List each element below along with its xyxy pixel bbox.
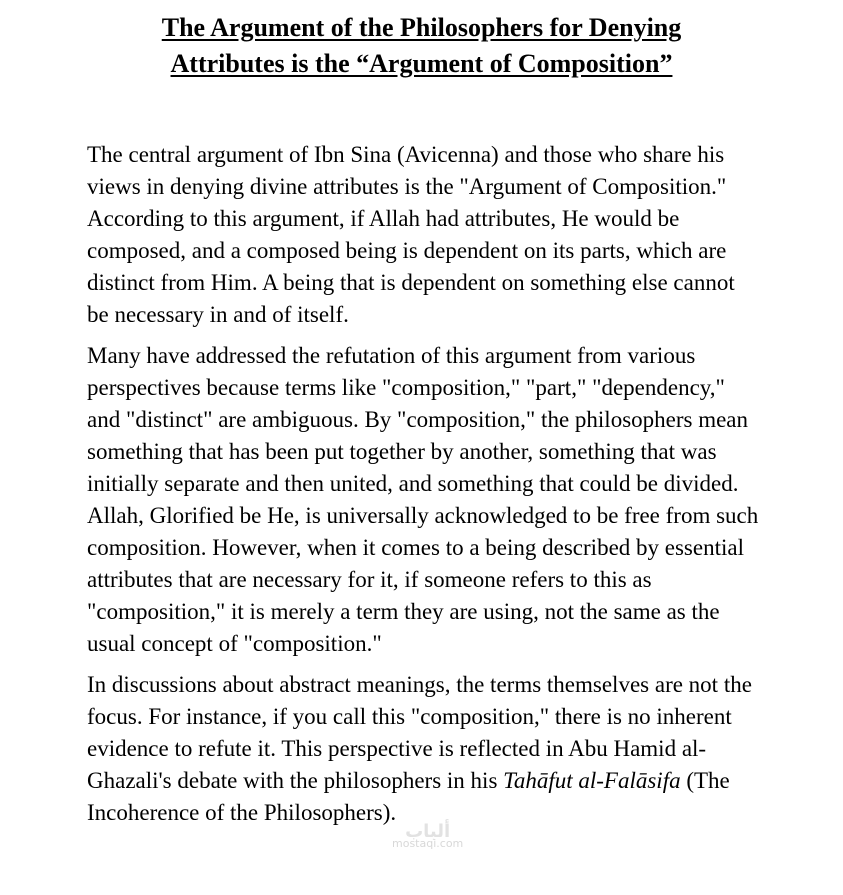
paragraph-1: The central argument of Ibn Sina (Avicenna) and those who share his views in denying divine attributes is the "Argument of Composition." According to this argument, if Allah had attributes, He would be composed, and a composed being is dependent on its parts, which are distinct from Him. A being that is dependent on something else cannot be necessary in and of itself. — [87, 142, 735, 327]
page-title — [0, 10, 843, 82]
book-title: Tahāfut al-Falāsifa — [503, 768, 681, 793]
title-line-1: The Argument of the Philosophers for Denying — [161, 13, 682, 42]
title-line-2: Attributes is the “Argument of Composition” — [170, 49, 673, 78]
article-body — [87, 139, 759, 842]
watermark — [392, 821, 464, 850]
paragraph-2: Many have addressed the refutation of this argument from various perspectives because terms like "composition," "part," "dependency," and "distinct" are ambiguous. By "composition," the philosophers mean something that has been put together by another, something that was initially separate and then united, and something that could be divided. Allah, Glorified be He, is universally acknowledged to be free from such composition. However, when it comes to a being described by essential attributes that are necessary for it, if someone refers to this as "composition," it is merely a term they are using, not the same as the usual concept of "composition." — [87, 343, 759, 656]
paragraph-3-end: (The Incoherence of the Philosophers). — [87, 768, 730, 825]
watermark-site: mostaqi.com — [392, 837, 464, 850]
watermark-logo: ألباب — [405, 821, 451, 842]
paragraph-3 — [87, 669, 759, 829]
paragraph-3-text: In discussions about abstract meanings, the terms themselves are not the focus. For instance, if you call this "composition," there is no inherent evidence to refute it. This perspective is reflected in Abu Hamid al-Ghazali's debate with the philosophers in his — [87, 672, 752, 793]
